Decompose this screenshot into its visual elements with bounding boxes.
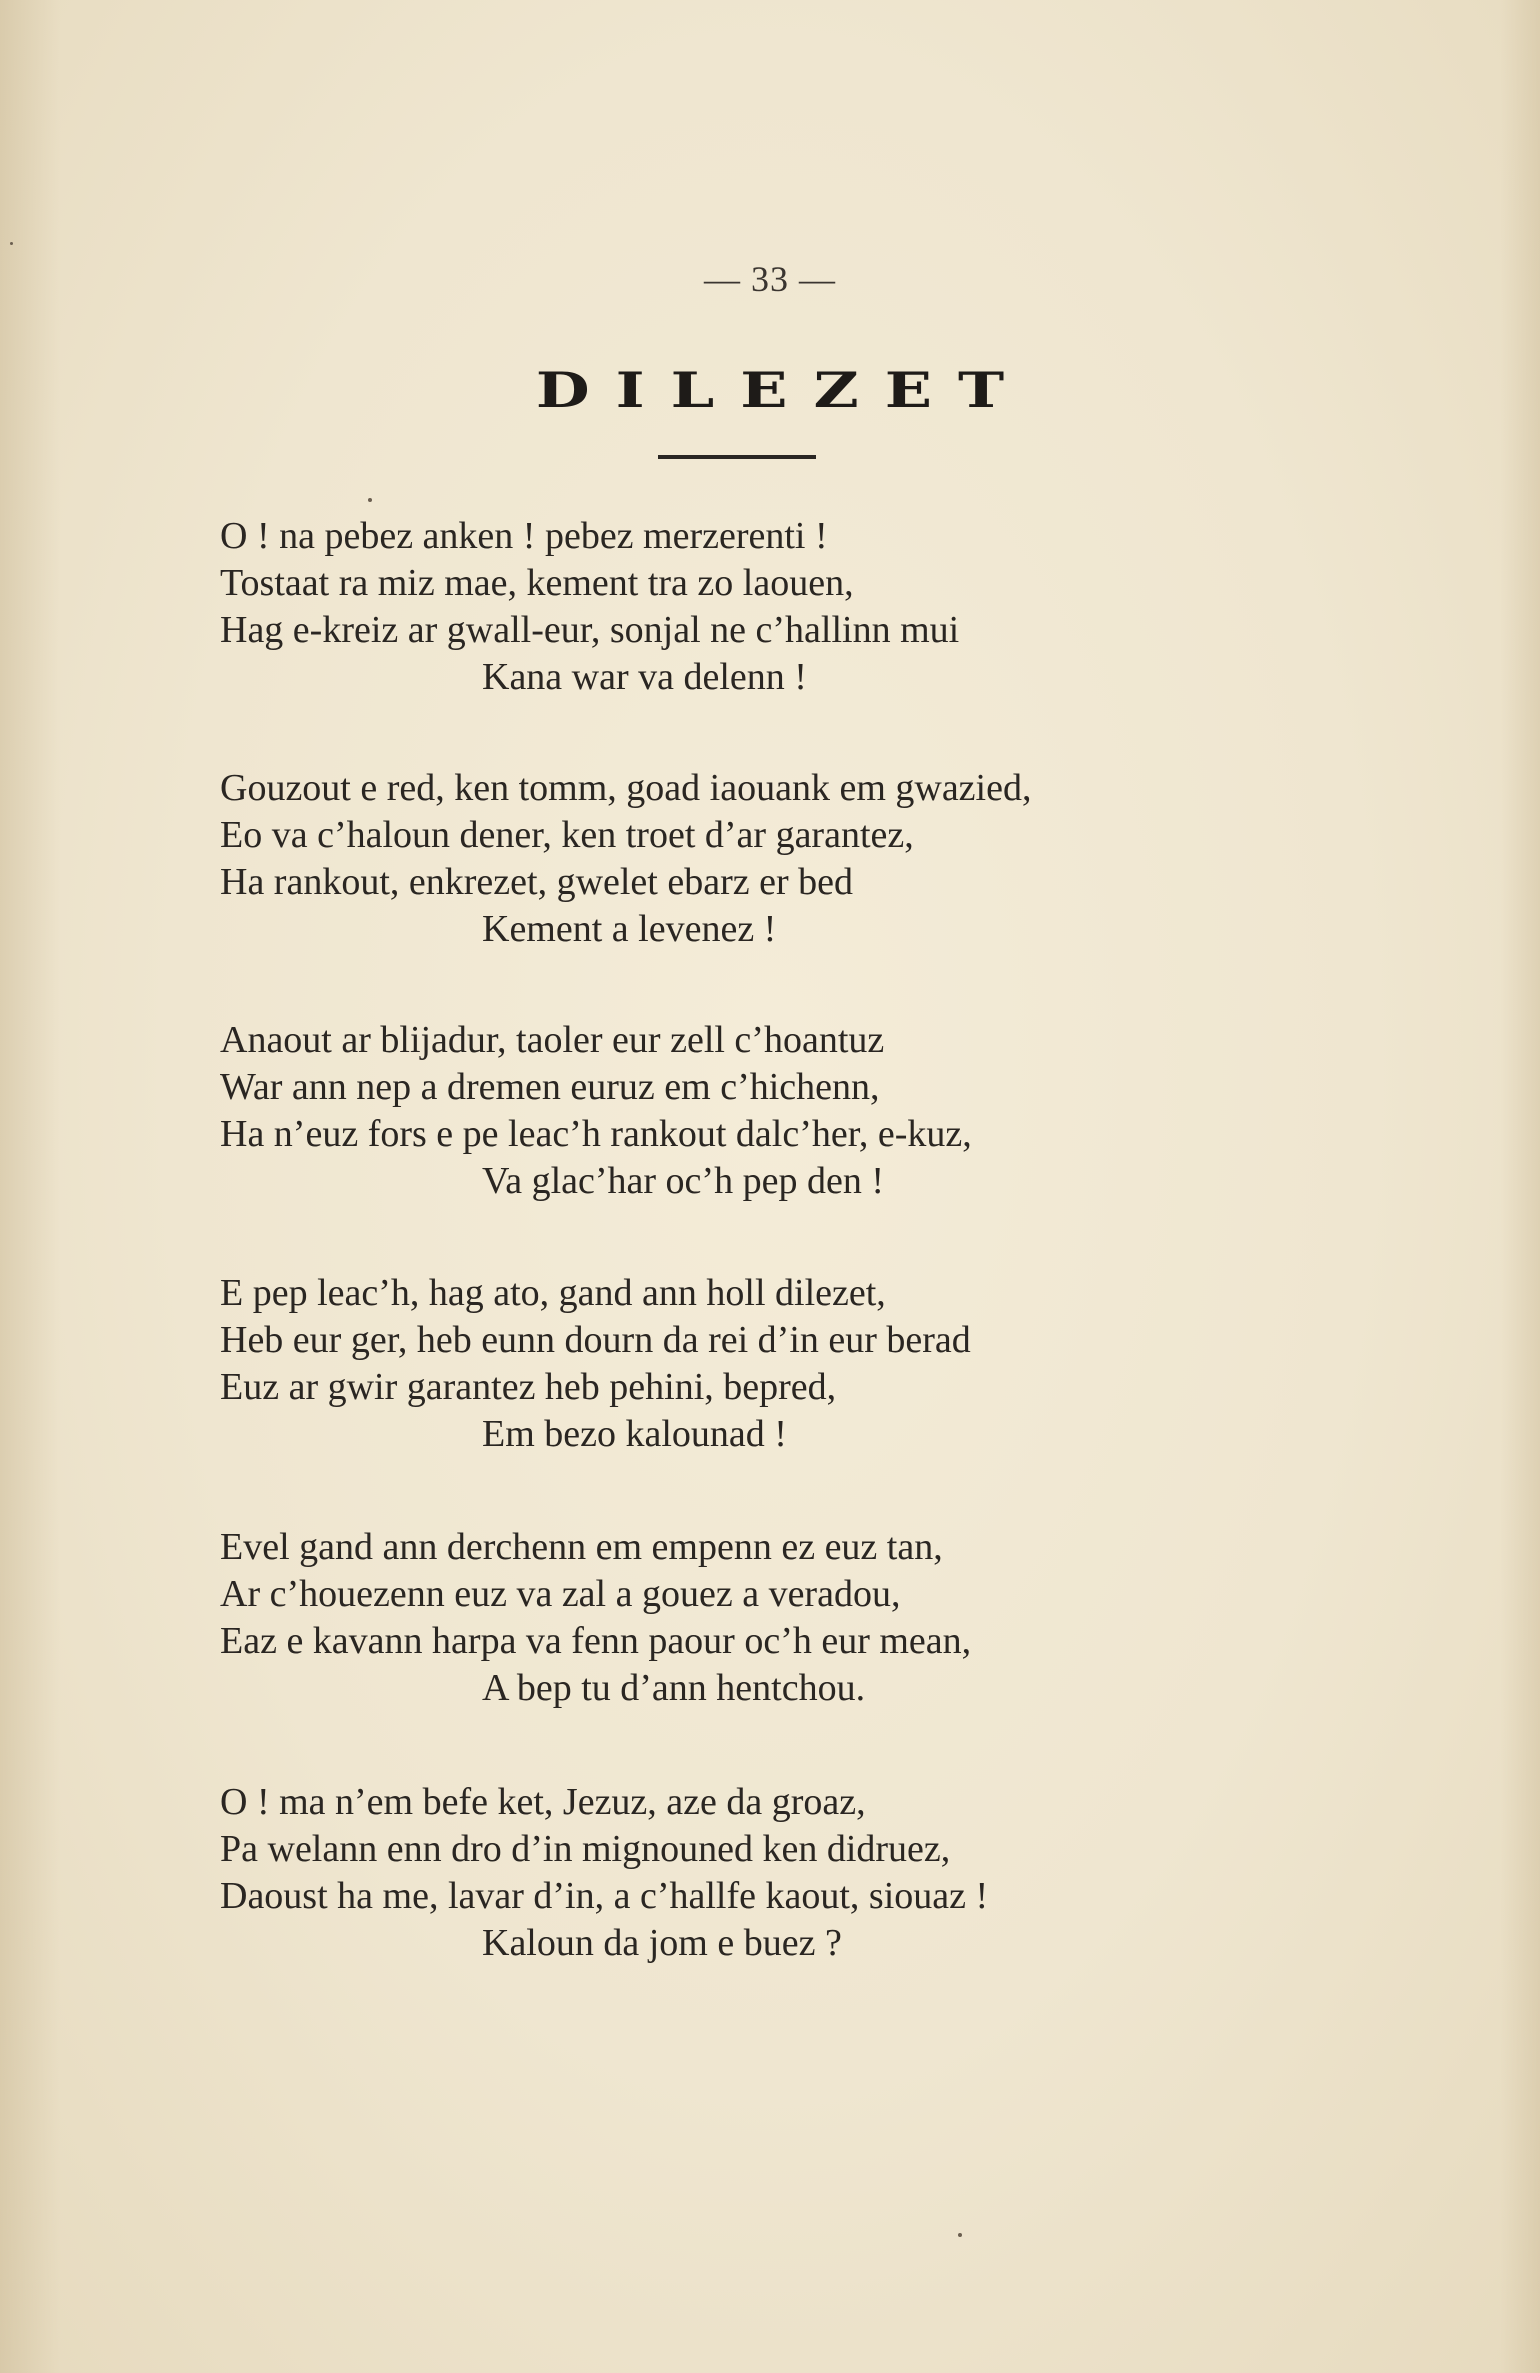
poem-line: Daoust ha me, lavar d’in, a c’hallfe kaout, siouaz ! <box>220 1875 989 1917</box>
poem-line: Ar c’houezenn euz va zal a gouez a veradou, <box>220 1573 901 1615</box>
stanza-3 <box>220 1017 1340 1205</box>
stanza-4 <box>220 1270 1340 1458</box>
stanza-5 <box>220 1524 1340 1712</box>
paper-speck <box>958 2233 962 2237</box>
poem-line: War ann nep a dremen euruz em c’hichenn, <box>220 1066 880 1108</box>
poem-line: Eo va c’haloun dener, ken troet d’ar garantez, <box>220 814 914 856</box>
page-number: — 33 — <box>704 259 836 299</box>
poem-line: O ! ma n’em befe ket, Jezuz, aze da groaz, <box>220 1781 866 1823</box>
poem-line: Heb eur ger, heb eunn dourn da rei d’in eur berad <box>220 1319 971 1361</box>
poem-line: Ha rankout, enkrezet, gwelet ebarz er bed <box>220 861 853 903</box>
poem-line: Evel gand ann derchenn em empenn ez euz tan, <box>220 1526 943 1568</box>
title-rule <box>658 455 816 459</box>
poem-line-refrain: Va glac’har oc’h pep den ! <box>482 1160 884 1202</box>
poem-line-refrain: A bep tu d’ann hentchou. <box>482 1667 866 1709</box>
poem-line-refrain: Em bezo kalounad ! <box>482 1413 787 1455</box>
poem-line: Eaz e kavann harpa va fenn paour oc’h eur mean, <box>220 1620 972 1662</box>
poem-line: Anaout ar blijadur, taoler eur zell c’hoantuz <box>220 1019 885 1061</box>
poem-line: E pep leac’h, hag ato, gand ann holl dilezet, <box>220 1272 886 1314</box>
poem-line-refrain: Kaloun da jom e buez ? <box>482 1922 842 1964</box>
page-edge-shadow-left <box>0 0 60 2373</box>
poem-line: Euz ar gwir garantez heb pehini, bepred, <box>220 1366 837 1408</box>
stanza-6 <box>220 1779 1340 1967</box>
poem-line: Tostaat ra miz mae, kement tra zo laouen, <box>220 562 854 604</box>
poem-line: Pa welann enn dro d’in mignouned ken didruez, <box>220 1828 951 1870</box>
stanza-2 <box>220 765 1340 953</box>
page-edge-shadow-right <box>1500 0 1540 2373</box>
poem-line-refrain: Kana war va delenn ! <box>482 656 807 698</box>
poem-line: Ha n’euz fors e pe leac’h rankout dalc’her, e-kuz, <box>220 1113 972 1155</box>
paper-speck <box>10 242 13 245</box>
poem-line: O ! na pebez anken ! pebez merzerenti ! <box>220 515 828 557</box>
stanza-1 <box>220 513 1340 701</box>
poem-line-refrain: Kement a levenez ! <box>482 908 777 950</box>
poem-line: Gouzout e red, ken tomm, goad iaouank em gwazied, <box>220 767 1032 809</box>
poem-title: DILEZET <box>535 362 1031 419</box>
paper-speck <box>368 498 372 502</box>
poem-line: Hag e-kreiz ar gwall-eur, sonjal ne c’hallinn mui <box>220 609 960 651</box>
